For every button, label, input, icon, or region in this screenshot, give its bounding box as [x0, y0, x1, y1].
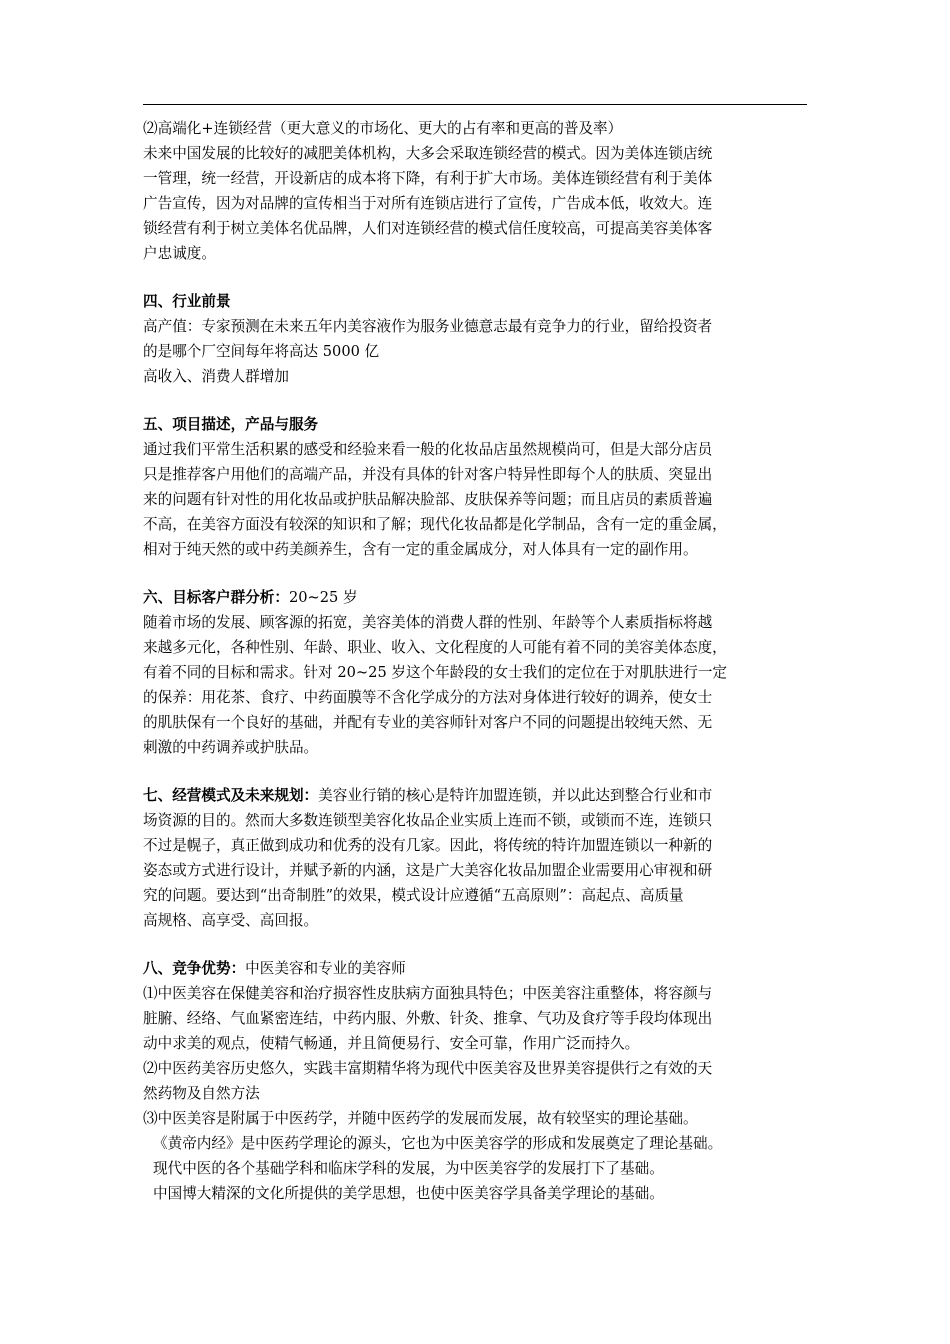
section-8-heading-rest: 中医美容和专业的美容师 [245, 960, 406, 977]
paragraph-line: 有着不同的目标和需求。针对 20~25 岁这个年龄段的女士我们的定位在于对肌肤进行一定 [143, 664, 728, 681]
paragraph-line: 的保养：用花茶、食疗、中药面膜等不含化学成分的方法对身体进行较好的调养，使女士 [143, 689, 713, 706]
indented-line: 中国博大精深的文化所提供的美学思想，也使中医美容学具备美学理论的基础。 [153, 1185, 664, 1202]
section-8-heading: 八、竞争优势： [143, 960, 246, 977]
paragraph-line: 只是推荐客户用他们的高端产品，并没有具体的针对客户特异性即每个人的肤质、突显出 [143, 466, 713, 483]
paragraph-line: 动中求美的观点，使精气畅通，并且简便易行、安全可靠，作用广泛而持久。 [143, 1035, 640, 1052]
section-6-heading-rest: 20~25 岁 [288, 589, 358, 606]
section-7-first-line: 美容业行销的核心是特许加盟连锁，并以此达到整合行业和市 [318, 787, 713, 804]
paragraph-line: 究的问题。要达到“出奇制胜”的效果，模式设计应遵循“五高原则”：高起点、高质量 [143, 887, 684, 904]
paragraph-line: ⑵中医药美容历史悠久，实践丰富期精华将为现代中医美容及世界美容提供行之有效的天 [143, 1060, 713, 1077]
section-6-heading: 六、目标客户群分析： [143, 589, 289, 606]
paragraph-line: 不过是幌子，真正做到成功和优秀的没有几家。因此，将传统的特许加盟连锁以一种新的 [143, 837, 713, 854]
indented-line: 现代中医的各个基础学科和临床学科的发展，为中医美容学的发展打下了基础。 [153, 1160, 664, 1177]
paragraph-line: 未来中国发展的比较好的减肥美体机构，大多会采取连锁经营的模式。因为美体连锁店统 [143, 145, 713, 162]
section-6-heading-line [143, 585, 807, 610]
paragraph-line: 刺激的中药调养或护肤品。 [143, 739, 319, 756]
section-2-heading: ⑵高端化+连锁经营（更大意义的市场化、更大的占有率和更高的普及率） [143, 120, 623, 137]
section-5-heading: 五、项目描述，产品与服务 [143, 416, 319, 433]
paragraph-line: 来越多元化，各种性别、年龄、职业、收入、文化程度的人可能有着不同的美容美体态度， [143, 639, 727, 656]
paragraph-line: 来的问题有针对性的用化妆品或护肤品解决脸部、皮肤保养等问题；而且店员的素质普遍 [143, 491, 713, 508]
paragraph-line: 高收入、消费人群增加 [143, 368, 289, 385]
paragraph-line: 随着市场的发展、顾客源的拓宽，美容美体的消费人群的性别、年龄等个人素质指标将越 [143, 614, 713, 631]
section-7-heading: 七、经营模式及未来规划： [143, 787, 319, 804]
paragraph-line: ⑶中医美容是附属于中医药学，并随中医药学的发展而发展，故有较坚实的理论基础。 [143, 1110, 698, 1127]
header-rule [143, 104, 807, 105]
paragraph-line: 通过我们平常生活积累的感受和经验来看一般的化妆品店虽然规模尚可，但是大部分店员 [143, 441, 713, 458]
paragraph-line: 的是哪个厂空间每年将高达 5000 亿 [143, 343, 380, 360]
paragraph-line: 场资源的目的。然而大多数连锁型美容化妆品企业实质上连而不锁，或锁而不连，连锁只 [143, 812, 713, 829]
paragraph-line: 高规格、高享受、高回报。 [143, 912, 319, 929]
paragraph-line: 高产值：专家预测在未来五年内美容液作为服务业德意志最有竞争力的行业，留给投资者 [143, 318, 713, 335]
paragraph-line: 锁经营有利于树立美体名优品牌，人们对连锁经营的模式信任度较高，可提高美容美体客 [143, 220, 713, 237]
section-7-heading-line [143, 783, 807, 808]
paragraph-line: 一管理，统一经营，开设新店的成本将下降，有利于扩大市场。美体连锁经营有利于美体 [143, 170, 713, 187]
paragraph-line: 广告宣传，因为对品牌的宣传相当于对所有连锁店进行了宣传，广告成本低，收效大。连 [143, 195, 713, 212]
paragraph-line: 相对于纯天然的或中药美颜养生，含有一定的重金属成分，对人体具有一定的副作用。 [143, 541, 698, 558]
section-8-heading-line [143, 956, 807, 981]
paragraph-line: 户忠诚度。 [143, 245, 216, 262]
paragraph-line: ⑴中医美容在保健美容和治疗损容性皮肤病方面独具特色；中医美容注重整体，将容颜与 [143, 985, 713, 1002]
paragraph-line: 的肌肤保有一个良好的基础，并配有专业的美容师针对客户不同的问题提出较纯天然、无 [143, 714, 713, 731]
section-4-heading: 四、行业前景 [143, 293, 231, 310]
document-body [143, 116, 807, 1206]
indented-line: 《黄帝内经》是中医药学理论的源头，它也为中医美容学的形成和发展奠定了理论基础。 [153, 1135, 723, 1152]
paragraph-line: 姿态或方式进行设计，并赋予新的内涵，这是广大美容化妆品加盟企业需要用心审视和研 [143, 862, 713, 879]
paragraph-line: 然药物及自然方法 [143, 1085, 260, 1102]
paragraph-line: 脏腑、经络、气血紧密连结，中药内服、外敷、针灸、推拿、气功及食疗等手段均体现出 [143, 1010, 713, 1027]
paragraph-line: 不高，在美容方面没有较深的知识和了解；现代化妆品都是化学制品，含有一定的重金属， [143, 516, 727, 533]
